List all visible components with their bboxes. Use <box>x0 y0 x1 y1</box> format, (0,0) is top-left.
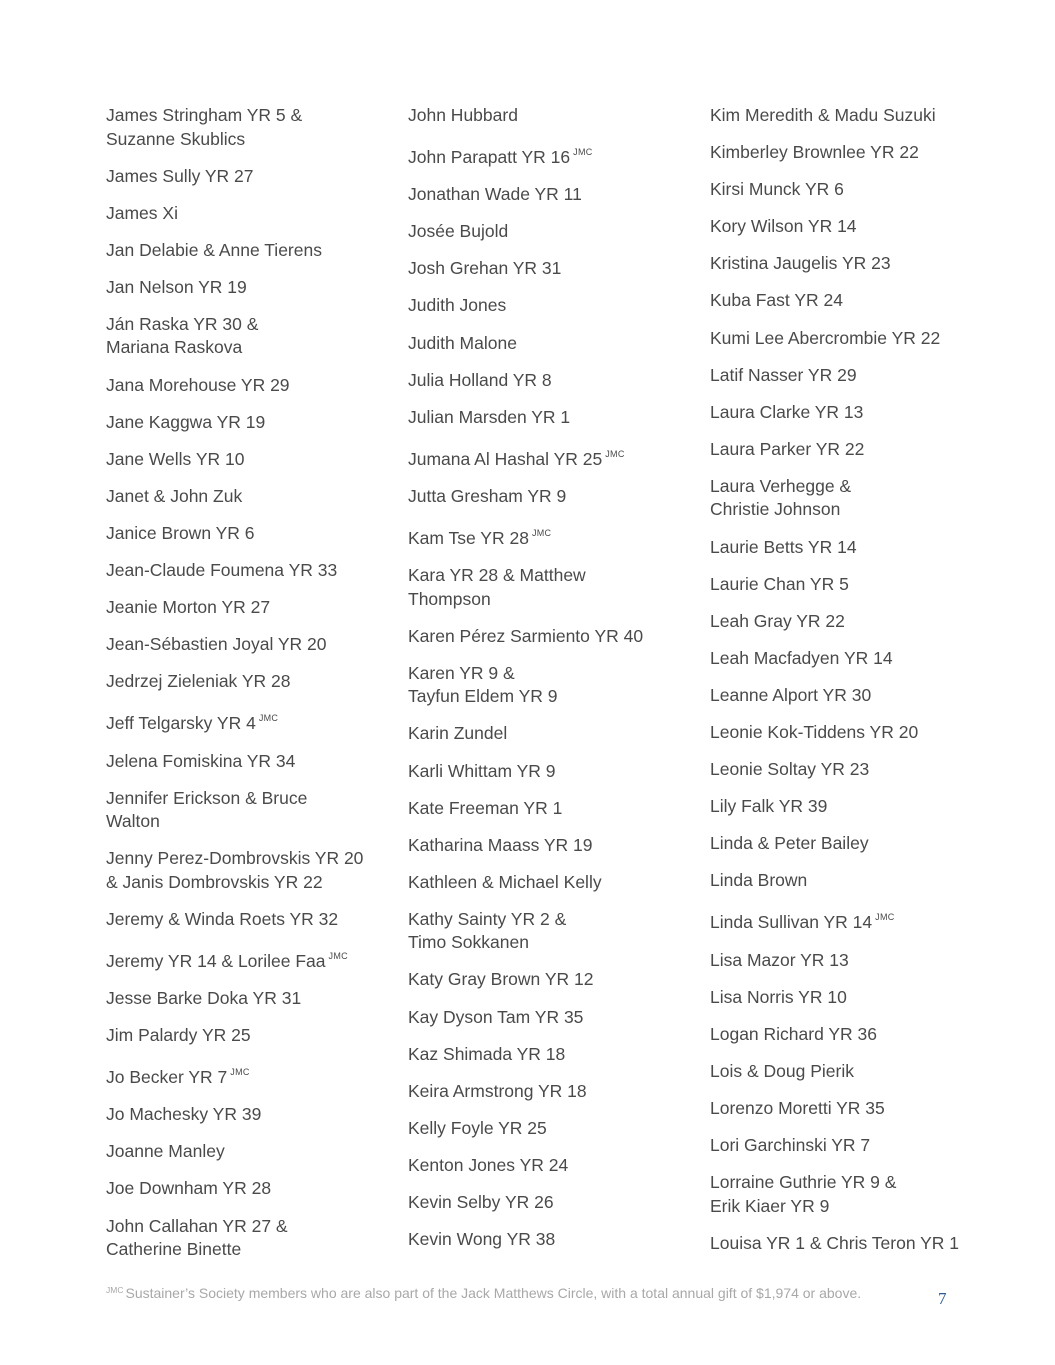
donor-entry <box>710 647 1000 671</box>
donor-entry <box>710 327 1000 351</box>
donor-name-line: Jutta Gresham YR 9 <box>408 485 567 506</box>
donor-entry <box>710 178 1000 202</box>
donor-entry <box>408 257 698 281</box>
donor-name-line: Jedrzej Zieleniak YR 28 <box>106 671 291 692</box>
donor-entry <box>106 411 396 435</box>
donor-name-line: Erik Kiaer YR 9 <box>710 1195 830 1216</box>
donor-entry <box>106 596 396 620</box>
donor-entry <box>710 758 1000 782</box>
donor-entry <box>710 1060 1000 1084</box>
donor-name-line: Christie Johnson <box>710 499 841 520</box>
donor-name-line: Lorenzo Moretti YR 35 <box>710 1097 885 1118</box>
donor-entry <box>710 832 1000 856</box>
donor-name-line: John Callahan YR 27 & <box>106 1215 288 1236</box>
donor-column-3 <box>710 104 1000 1269</box>
donor-entry <box>106 945 396 974</box>
donor-entry <box>106 750 396 774</box>
footnote <box>106 1285 916 1301</box>
donor-name-line: Leonie Soltay YR 23 <box>710 759 870 780</box>
donor-name-line: Ján Raska YR 30 & <box>106 313 259 334</box>
donor-name-line: Laurie Betts YR 14 <box>710 536 857 557</box>
donor-entry <box>408 908 698 955</box>
donor-entry <box>710 252 1000 276</box>
donor-name-line: Judith Malone <box>408 332 517 353</box>
donor-entry <box>106 313 396 360</box>
donor-name-line: Lori Garchinski YR 7 <box>710 1135 871 1156</box>
donor-entry <box>106 104 396 151</box>
donor-name-line: Janice Brown YR 6 <box>106 522 255 543</box>
donor-name-line: Joe Downham YR 28 <box>106 1178 272 1199</box>
donor-name-line: Kevin Selby YR 26 <box>408 1192 554 1213</box>
donor-entry <box>408 968 698 992</box>
donor-name-line: Jonathan Wade YR 11 <box>408 184 582 205</box>
donor-name-line: Jo Becker YR 7 $^{JMC}$ <box>106 1067 250 1088</box>
donor-entry <box>106 1177 396 1201</box>
donor-name-line: Jennifer Erickson & Bruce <box>106 787 308 808</box>
donor-entry <box>710 215 1000 239</box>
donor-name-line: Laura Verhegge & <box>710 475 852 496</box>
donor-name-line: Jeff Telgarsky YR 4 $^{JMC}$ <box>106 713 279 734</box>
donor-entry <box>408 443 698 472</box>
donor-name-line: Laurie Chan YR 5 <box>710 573 849 594</box>
donor-name-line: Keira Armstrong YR 18 <box>408 1080 587 1101</box>
donor-entry <box>408 183 698 207</box>
donor-name-line: James Sully YR 27 <box>106 165 254 186</box>
jmc-mark: JMC <box>875 912 895 923</box>
donor-name-line: Kimberley Brownlee YR 22 <box>710 142 919 163</box>
donor-name-line: Josée Bujold <box>408 221 509 242</box>
donor-name-line: Kory Wilson YR 14 <box>710 216 857 237</box>
donor-name-line: Logan Richard YR 36 <box>710 1023 878 1044</box>
jmc-mark: JMC <box>531 528 552 539</box>
donor-entry <box>408 485 698 509</box>
donor-entry <box>408 1154 698 1178</box>
donor-entry <box>408 1228 698 1252</box>
donor-entry <box>106 559 396 583</box>
donor-name-line: Lisa Mazor YR 13 <box>710 949 849 970</box>
donor-name-line: Karen YR 9 & <box>408 662 515 683</box>
donor-entry <box>106 202 396 226</box>
donor-entry <box>408 1191 698 1215</box>
donor-entry <box>106 485 396 509</box>
donor-name-line: Jesse Barke Doka YR 31 <box>106 987 302 1008</box>
donor-entry <box>408 332 698 356</box>
jmc-mark: JMC <box>258 713 279 724</box>
donor-entry <box>710 949 1000 973</box>
donor-name-line: Karen Pérez Sarmiento YR 40 <box>408 625 644 646</box>
donor-entry <box>106 787 396 834</box>
donor-name-line: Julia Holland YR 8 <box>408 369 552 390</box>
donor-name-line: James Stringham YR 5 & <box>106 105 303 125</box>
donor-entry <box>710 475 1000 522</box>
donor-entry <box>710 1232 1000 1256</box>
donor-name-line: Lily Falk YR 39 <box>710 796 828 817</box>
donor-name-line: Kathleen & Michael Kelly <box>408 871 602 892</box>
donor-entry <box>408 1080 698 1104</box>
donor-name-line: Jane Kaggwa YR 19 <box>106 411 266 432</box>
donor-name-line: Jelena Fomiskina YR 34 <box>106 750 296 771</box>
donor-entry <box>710 986 1000 1010</box>
donor-name-line: James Xi <box>106 202 178 223</box>
donor-entry <box>408 625 698 649</box>
donor-name-line: Leonie Kok-Tiddens YR 20 <box>710 722 919 742</box>
donor-entry <box>408 564 698 611</box>
jmc-mark: JMC <box>230 1067 250 1078</box>
donor-name-line: Katy Gray Brown YR 12 <box>408 969 594 990</box>
donor-entry <box>408 834 698 858</box>
donor-entry <box>710 536 1000 560</box>
donor-name-line: Linda & Peter Bailey <box>710 833 869 854</box>
donor-entry <box>710 438 1000 462</box>
donor-name-line: Kathy Sainty YR 2 & <box>408 908 567 929</box>
page-number: 7 <box>938 1289 947 1308</box>
donor-entry <box>710 1134 1000 1158</box>
donor-entry <box>106 1103 396 1127</box>
donor-name-line: Jean-Claude Foumena YR 33 <box>106 560 338 581</box>
donor-entry <box>106 707 396 736</box>
donor-name-line: Jo Machesky YR 39 <box>106 1104 262 1125</box>
donor-entry <box>106 987 396 1011</box>
donor-name-line: Karli Whittam YR 9 <box>408 760 556 781</box>
donor-entry <box>710 1171 1000 1218</box>
donor-name-line: Janet & John Zuk <box>106 485 243 506</box>
donor-entry <box>710 684 1000 708</box>
donor-name-line: Leah Gray YR 22 <box>710 610 845 631</box>
donor-name-line: Kuba Fast YR 24 <box>710 290 843 311</box>
donor-name-line: Jan Delabie & Anne Tierens <box>106 239 322 260</box>
donor-name-line: Walton <box>106 811 160 832</box>
donor-name-line: Lorraine Guthrie YR 9 & <box>710 1172 897 1193</box>
donor-entry <box>710 401 1000 425</box>
donor-entry <box>710 906 1000 935</box>
donor-entry <box>106 1024 396 1048</box>
donor-name-line: Katharina Maass YR 19 <box>408 834 593 855</box>
donor-name-line: Linda Brown <box>710 870 808 891</box>
donor-entry <box>408 1043 698 1067</box>
donor-entry <box>106 847 396 894</box>
donor-name-line: Louisa YR 1 & Chris Teron YR 1 <box>710 1232 960 1253</box>
footnote-jmc-mark: JMC <box>106 1285 124 1295</box>
donor-name-line: Kristina Jaugelis YR 23 <box>710 253 891 274</box>
donor-entry <box>710 141 1000 165</box>
donor-entry <box>710 610 1000 634</box>
donor-entry <box>106 448 396 472</box>
donor-name-line: & Janis Dombrovskis YR 22 <box>106 871 323 892</box>
donor-name-line: Jana Morehouse YR 29 <box>106 374 290 395</box>
donor-entry <box>710 721 1000 745</box>
donor-name-line: Jim Palardy YR 25 <box>106 1025 251 1046</box>
donor-name-line: Kim Meredith & Madu Suzuki <box>710 105 936 125</box>
donor-entry <box>106 1140 396 1164</box>
donor-name-line: Jeremy YR 14 & Lorilee Faa $^{JMC}$ <box>106 950 348 971</box>
donor-entry <box>408 871 698 895</box>
donor-entry <box>710 573 1000 597</box>
donor-entry <box>408 722 698 746</box>
donor-entry <box>106 522 396 546</box>
donor-entry <box>106 165 396 189</box>
donor-name-line: Kaz Shimada YR 18 <box>408 1043 566 1064</box>
donor-name-line: Leah Macfadyen YR 14 <box>710 647 893 668</box>
donor-entry <box>710 289 1000 313</box>
donor-name-line: Laura Parker YR 22 <box>710 438 865 459</box>
jmc-mark: JMC <box>328 950 348 961</box>
donor-name-line: Jenny Perez-Dombrovskis YR 20 <box>106 848 364 869</box>
donor-entry <box>710 104 1000 128</box>
donor-name-line: Thompson <box>408 588 491 609</box>
donor-entry <box>408 797 698 821</box>
donor-name-line: Laura Clarke YR 13 <box>710 401 864 422</box>
donor-name-line: Lisa Norris YR 10 <box>710 986 847 1007</box>
donor-entry <box>408 1006 698 1030</box>
donor-name-line: Jean-Sébastien Joyal YR 20 <box>106 634 327 655</box>
donor-name-line: John Parapatt YR 16 $^{JMC}$ <box>408 147 593 168</box>
donor-name-line: Kumi Lee Abercrombie YR 22 <box>710 327 941 348</box>
donor-name-line: Julian Marsden YR 1 <box>408 406 571 427</box>
donor-name-line: Kirsi Munck YR 6 <box>710 179 844 200</box>
donor-name-line: Kay Dyson Tam YR 35 <box>408 1006 584 1027</box>
donor-column-2 <box>408 104 698 1265</box>
donor-name-line: Jeanie Morton YR 27 <box>106 597 271 618</box>
donor-entry <box>408 662 698 709</box>
donor-name-line: Latif Nasser YR 29 <box>710 364 857 385</box>
jmc-mark: JMC <box>605 448 625 459</box>
donor-name-line: Jumana Al Hashal YR 25 $^{JMC}$ <box>408 448 625 469</box>
donor-entry <box>408 406 698 430</box>
donor-entry <box>106 633 396 657</box>
donor-name-line: Suzanne Skublics <box>106 128 246 149</box>
donor-entry <box>408 522 698 551</box>
donor-entry <box>710 1023 1000 1047</box>
donor-entry <box>710 1097 1000 1121</box>
donor-name-line: Kara YR 28 & Matthew <box>408 565 586 586</box>
donor-entry <box>408 1117 698 1141</box>
footnote-text: Sustainer’s Society members who are also part of the Jack Matthews Circle, with a total annual gift of $1,974 or above. <box>125 1285 862 1301</box>
donor-name-line: Lois & Doug Pierik <box>710 1060 854 1081</box>
donor-entry <box>408 141 698 170</box>
donor-name-line: Jan Nelson YR 19 <box>106 276 247 297</box>
donor-name-line: Mariana Raskova <box>106 337 243 358</box>
donor-entry <box>408 104 698 128</box>
donor-name-line: Judith Jones <box>408 295 507 316</box>
donor-entry <box>106 1061 396 1090</box>
donor-name-line: Catherine Binette <box>106 1239 242 1260</box>
donor-entry <box>710 869 1000 893</box>
donor-name-line: Jeremy & Winda Roets YR 32 <box>106 908 339 929</box>
jmc-mark: JMC <box>573 147 593 158</box>
donor-entry <box>408 220 698 244</box>
donor-name-line: Karin Zundel <box>408 723 508 744</box>
donor-entry <box>408 369 698 393</box>
donor-name-line: Joanne Manley <box>106 1141 225 1162</box>
donor-column-1 <box>106 104 396 1275</box>
donor-entry <box>106 670 396 694</box>
donor-name-line: Timo Sokkanen <box>408 932 529 953</box>
donor-entry <box>106 1215 396 1262</box>
donor-name-line: Kam Tse YR 28 $^{JMC}$ <box>408 528 552 549</box>
donor-entry <box>106 239 396 263</box>
donor-name-line: Kate Freeman YR 1 <box>408 797 563 818</box>
donor-name-line: Jane Wells YR 10 <box>106 448 245 469</box>
donor-entry <box>408 294 698 318</box>
donor-entry <box>710 795 1000 819</box>
donor-name-line: Josh Grehan YR 31 <box>408 258 562 279</box>
donor-entry <box>106 374 396 398</box>
donor-list <box>106 104 966 1260</box>
donor-name-line: John Hubbard <box>408 105 518 125</box>
donor-entry <box>408 760 698 784</box>
donor-name-line: Linda Sullivan YR 14 $^{JMC}$ <box>710 912 895 933</box>
donor-entry <box>106 908 396 932</box>
donor-name-line: Kelly Foyle YR 25 <box>408 1117 547 1138</box>
donor-entry <box>106 276 396 300</box>
donor-name-line: Leanne Alport YR 30 <box>710 684 872 705</box>
donor-name-line: Tayfun Eldem YR 9 <box>408 686 558 707</box>
donor-name-line: Kevin Wong YR 38 <box>408 1229 556 1250</box>
donor-name-line: Kenton Jones YR 24 <box>408 1154 569 1175</box>
donor-entry <box>710 364 1000 388</box>
